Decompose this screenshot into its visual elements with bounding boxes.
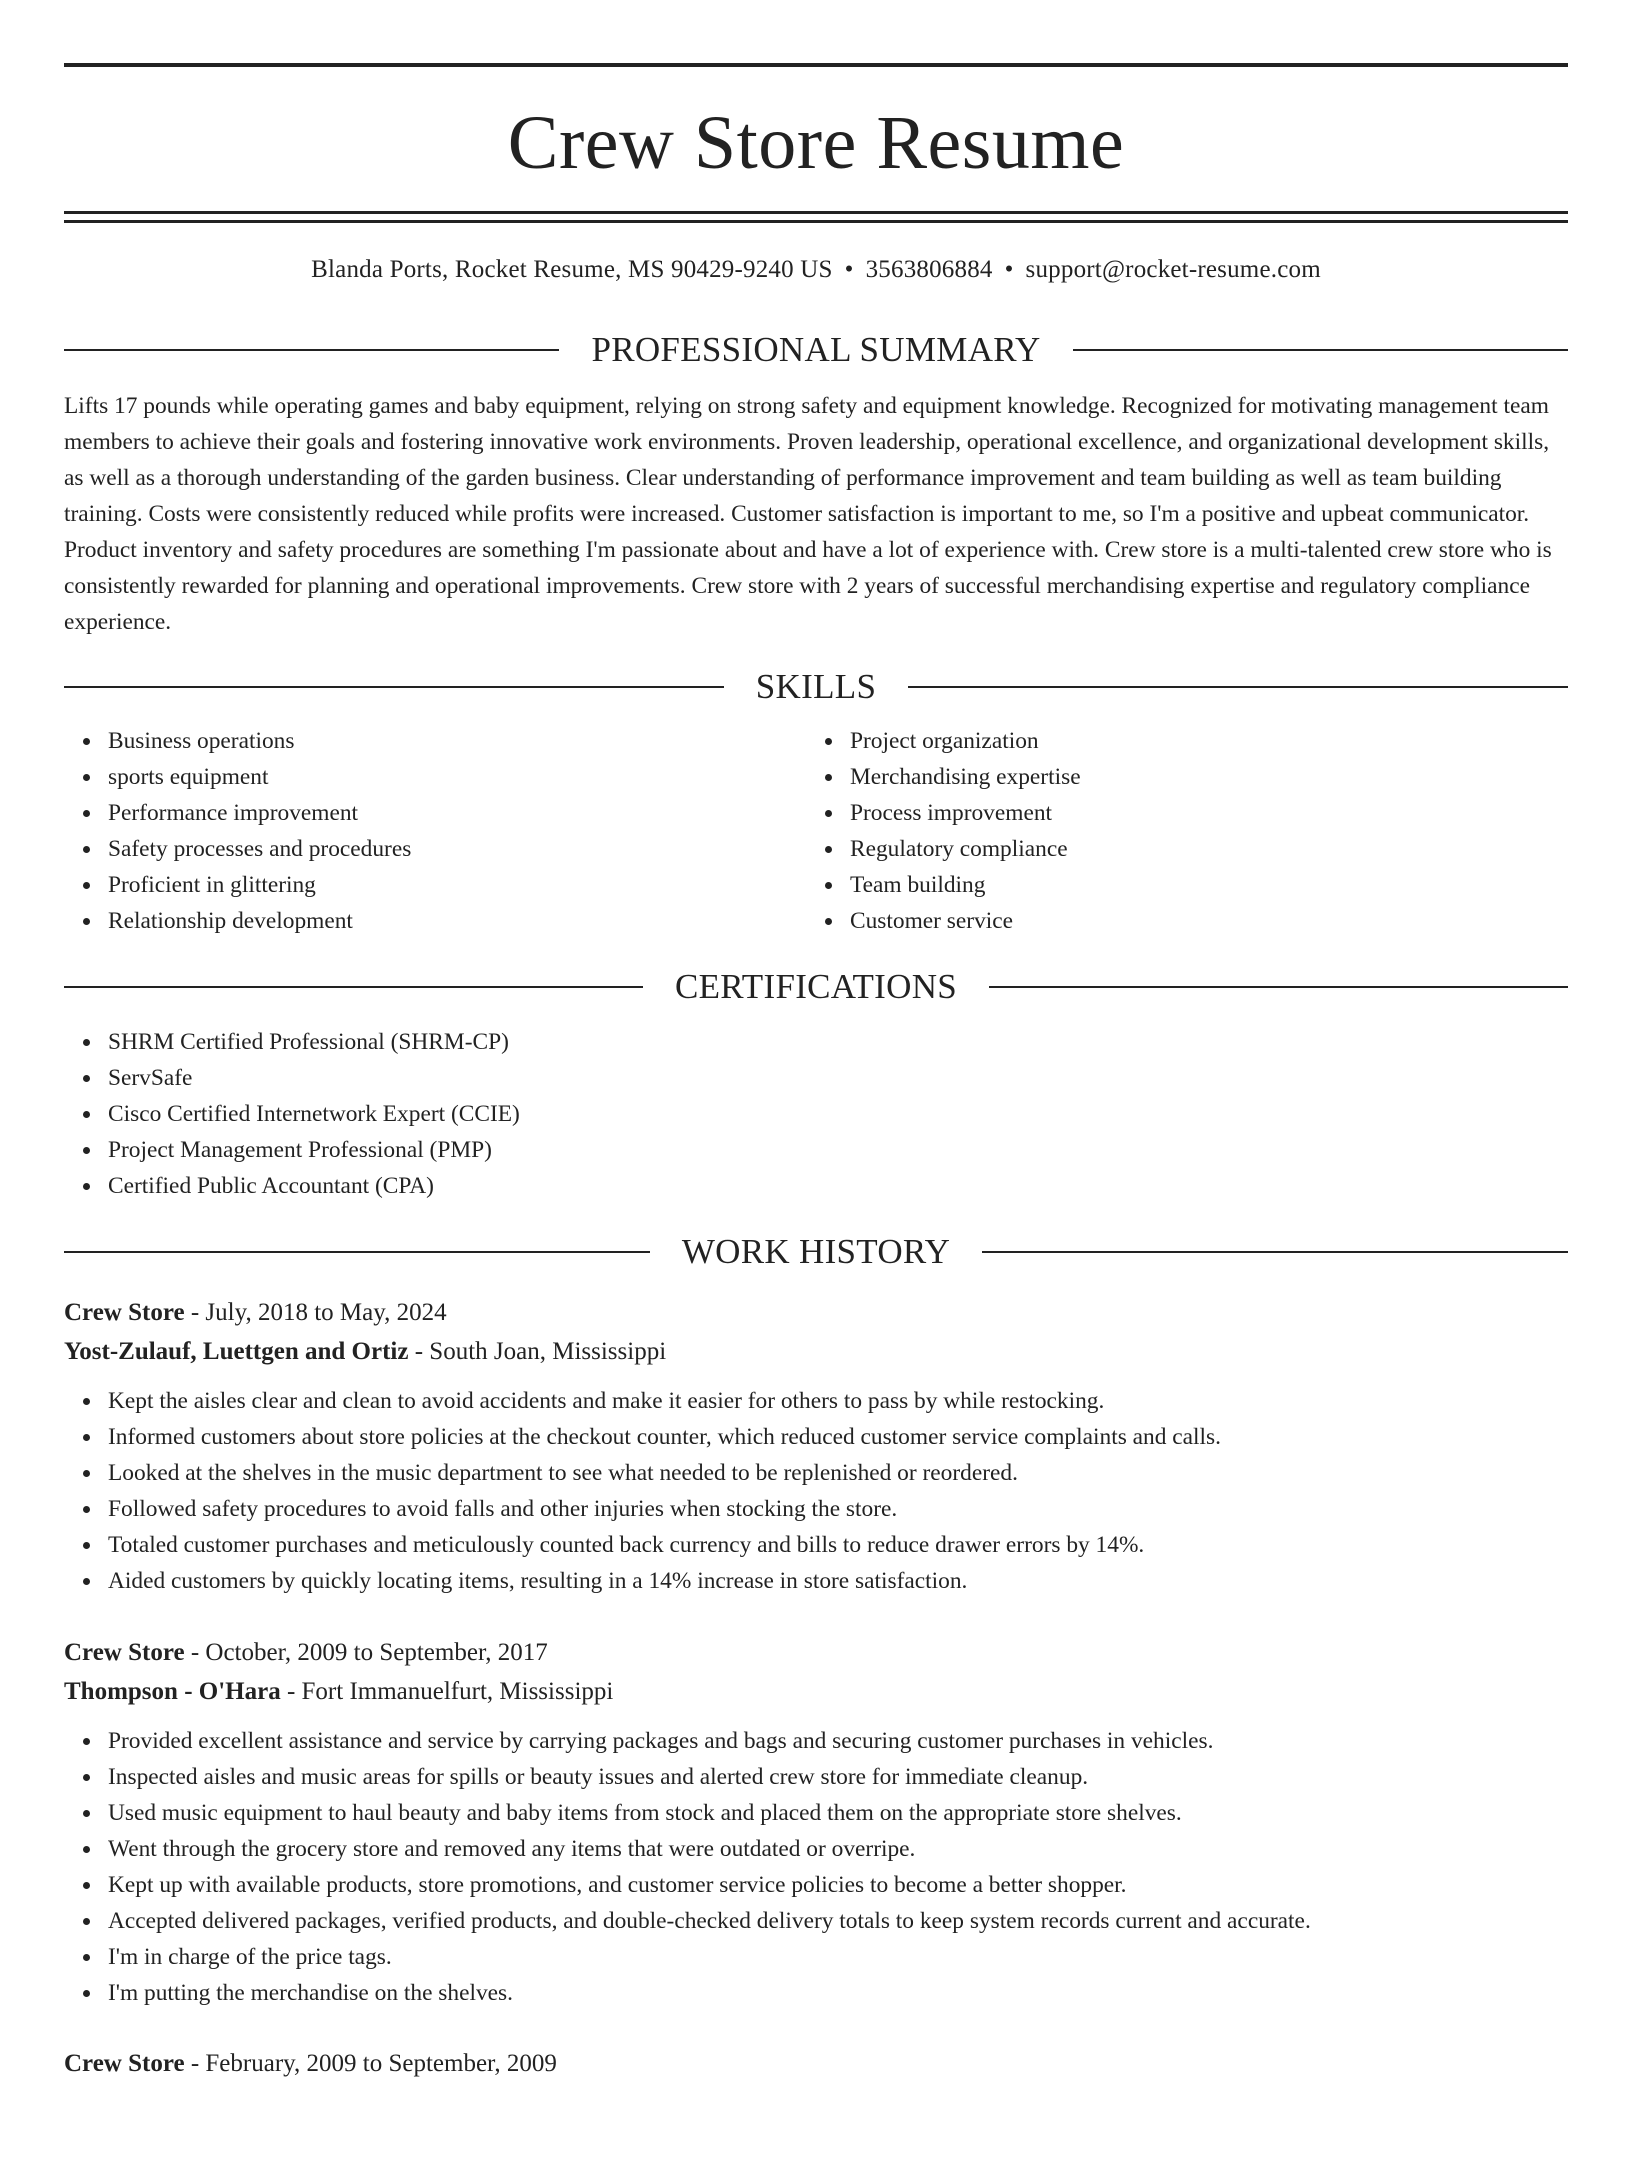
skill-item: Project organization — [850, 723, 1548, 759]
skills-column-right — [806, 723, 1548, 939]
certification-item: Project Management Professional (PMP) — [108, 1132, 1568, 1168]
skill-item: Relationship development — [108, 903, 806, 939]
skill-item: Regulatory compliance — [850, 831, 1548, 867]
job-duties-list — [64, 1723, 1568, 2011]
job-duty: Looked at the shelves in the music department to see what needed to be replenished or reordered. — [108, 1455, 1568, 1491]
summary-text: Lifts 17 pounds while operating games and baby equipment, relying on strong safety and equipment knowledge. Recognized for motivating management team members to achieve their goals and fostering innovative work environments. Proven leadership, operational excellence, and organizational development skills, as well as a thorough understanding of the garden business. Clear understanding of performance improvement and team building as well as team building training. Costs were consistently reduced while profits were increased. Customer satisfaction is important to me, so I'm a positive and upbeat communicator. Product inventory and safety procedures are something I'm passionate about and have a lot of experience with. Crew store is a multi-talented crew store who is consistently rewarded for planning and operational improvements. Crew store with 2 years of successful merchandising expertise and regulatory compliance experience. — [64, 393, 1552, 635]
skill-item: Team building — [850, 867, 1548, 903]
job-duty: Totaled customer purchases and meticulously counted back currency and bills to reduce drawer errors by 14%. — [108, 1527, 1568, 1563]
skills-grid — [64, 723, 1568, 939]
resume-title: Crew Store Resume — [507, 101, 1125, 185]
skill-item: Merchandising expertise — [850, 759, 1548, 795]
job-duty: Accepted delivered packages, verified products, and double-checked delivery totals to keep system records current and accurate. — [108, 1903, 1568, 1939]
certifications-heading: CERTIFICATIONS — [674, 967, 958, 1006]
contact-separator: • — [1004, 256, 1014, 283]
summary-heading: PROFESSIONAL SUMMARY — [591, 330, 1041, 369]
job-entry — [64, 1293, 1568, 1599]
job-dates: - February, 2009 to September, 2009 — [184, 2050, 557, 2077]
job-duty: Kept up with available products, store promotions, and customer service policies to become a better shopper. — [108, 1867, 1568, 1903]
job-employer-line — [64, 1672, 1568, 1711]
skill-item: Customer service — [850, 903, 1548, 939]
job-title-line — [64, 2044, 1568, 2083]
work-history-section-heading — [64, 1234, 1568, 1269]
heading-rule — [908, 686, 1568, 688]
heading-rule — [982, 1251, 1568, 1253]
job-duty: Informed customers about store policies at the checkout counter, which reduced customer service complaints and calls. — [108, 1419, 1568, 1455]
contact-line — [64, 257, 1568, 282]
job-duty: Followed safety procedures to avoid falls and other injuries when stocking the store. — [108, 1491, 1568, 1527]
skill-item: Safety processes and procedures — [108, 831, 806, 867]
job-dates: - October, 2009 to September, 2017 — [184, 1639, 548, 1666]
skill-item: Process improvement — [850, 795, 1548, 831]
job-employer: Yost-Zulauf, Luettgen and Ortiz — [64, 1338, 409, 1365]
job-entry — [64, 1633, 1568, 2011]
job-title-line — [64, 1293, 1568, 1332]
heading-rule — [64, 686, 724, 688]
skill-item: Business operations — [108, 723, 806, 759]
job-duty: Used music equipment to haul beauty and baby items from stock and placed them on the appropriate store shelves. — [108, 1795, 1568, 1831]
skills-column-left — [64, 723, 806, 939]
title-rule-lower — [64, 220, 1568, 223]
job-location: - Fort Immanuelfurt, Mississippi — [280, 1678, 614, 1705]
skills-section-heading — [64, 669, 1568, 704]
skill-item: Proficient in glittering — [108, 867, 806, 903]
job-dates: - July, 2018 to May, 2024 — [184, 1299, 447, 1326]
heading-rule — [989, 986, 1568, 988]
skill-item: Performance improvement — [108, 795, 806, 831]
certifications-list — [64, 1024, 1568, 1204]
contact-address: Blanda Ports, Rocket Resume, MS 90429-9240 US — [311, 256, 833, 283]
skill-item: sports equipment — [108, 759, 806, 795]
heading-rule — [64, 1251, 650, 1253]
skills-list-left — [64, 723, 806, 939]
job-employer: Thompson - O'Hara — [64, 1678, 281, 1705]
job-title: Crew Store — [64, 1299, 185, 1326]
certification-item: Cisco Certified Internetwork Expert (CCIE) — [108, 1096, 1568, 1132]
certifications-section-heading — [64, 969, 1568, 1004]
job-duty: Provided excellent assistance and service by carrying packages and bags and securing customer purchases in vehicles. — [108, 1723, 1568, 1759]
certification-item: Certified Public Accountant (CPA) — [108, 1168, 1568, 1204]
work-history-heading: WORK HISTORY — [681, 1232, 951, 1271]
job-title: Crew Store — [64, 2050, 185, 2077]
job-duty: I'm putting the merchandise on the shelves. — [108, 1975, 1568, 2011]
skills-heading: SKILLS — [755, 667, 877, 706]
job-duties-list — [64, 1383, 1568, 1599]
certification-item: ServSafe — [108, 1060, 1568, 1096]
resume-page — [0, 63, 1632, 2175]
contact-separator: • — [844, 256, 854, 283]
heading-rule — [64, 986, 643, 988]
job-duty: Aided customers by quickly locating items, resulting in a 14% increase in store satisfaction. — [108, 1563, 1568, 1599]
certification-item: SHRM Certified Professional (SHRM-CP) — [108, 1024, 1568, 1060]
title-rule-upper — [64, 211, 1568, 214]
skills-list-right — [806, 723, 1548, 939]
job-duty: I'm in charge of the price tags. — [108, 1939, 1568, 1975]
job-duty: Went through the grocery store and removed any items that were outdated or overripe. — [108, 1831, 1568, 1867]
job-location: - South Joan, Mississippi — [408, 1338, 667, 1365]
job-entry — [64, 2044, 1568, 2083]
heading-rule — [1073, 349, 1568, 351]
job-employer-line — [64, 1332, 1568, 1371]
summary-section-heading — [64, 332, 1568, 367]
contact-email: support@rocket-resume.com — [1025, 256, 1321, 283]
heading-rule — [64, 349, 559, 351]
job-title: Crew Store — [64, 1639, 185, 1666]
job-duty: Inspected aisles and music areas for spills or beauty issues and alerted crew store for immediate cleanup. — [108, 1759, 1568, 1795]
contact-phone: 3563806884 — [865, 256, 993, 283]
job-title-line — [64, 1633, 1568, 1672]
job-duty: Kept the aisles clear and clean to avoid accidents and make it easier for others to pass by while restocking. — [108, 1383, 1568, 1419]
